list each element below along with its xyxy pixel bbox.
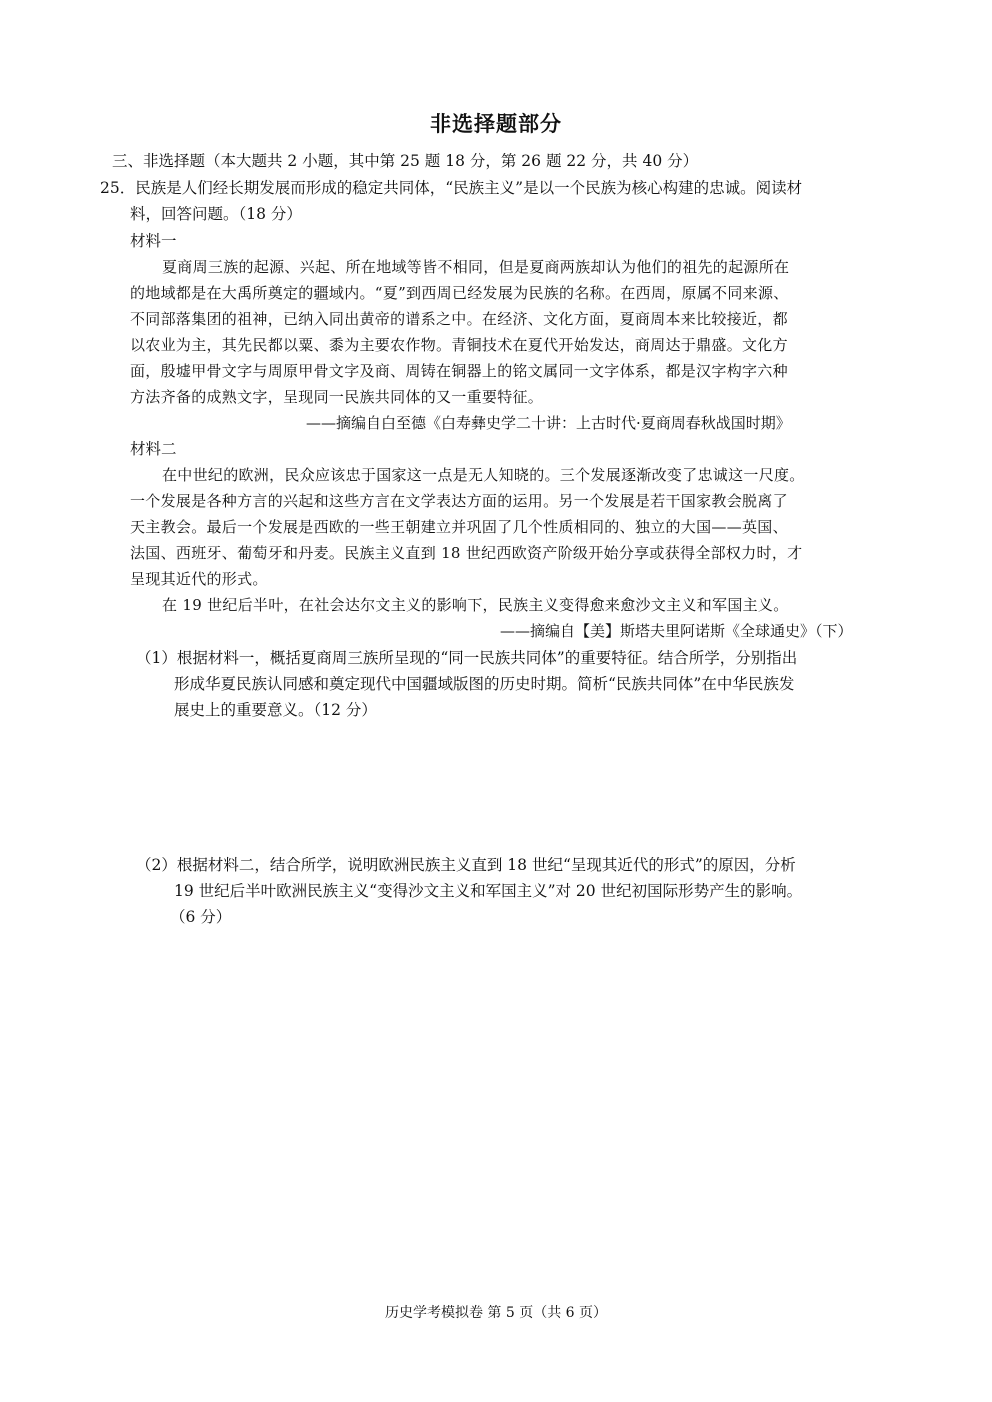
subquestion-1-line: （1）根据材料一，概括夏商周三族所呈现的“同一民族共同体”的重要特征。结合所学，分别指出 <box>136 649 798 667</box>
material-2-line: 天主教会。最后一个发展是西欧的一些王朝建立并巩固了几个性质相同的、独立的大国——英国、 <box>130 518 788 536</box>
material-2-source: ——摘编自【美】斯塔夫里阿诺斯《全球通史》（下） <box>500 622 853 640</box>
subquestion-1-line: 展史上的重要意义。（12 分） <box>174 701 377 719</box>
material-1-line: 面，殷墟甲骨文字与周原甲骨文字及商、周铸在铜器上的铭文属同一文字体系，都是汉字构字六种 <box>130 362 788 380</box>
part-heading: 三、非选择题（本大题共 2 小题，其中第 25 题 18 分，第 26 题 22 分，共 40 分） <box>112 152 699 170</box>
subquestion-2-line: （6 分） <box>170 908 232 926</box>
q25-stem-line-2: 料，回答问题。（18 分） <box>130 205 302 223</box>
section-title: 非选择题部分 <box>430 111 562 136</box>
subquestion-1-line: 形成华夏民族认同感和奠定现代中国疆域版图的历史时期。简析“民族共同体”在中华民族发 <box>174 675 795 693</box>
page-footer: 历史学考模拟卷 第 5 页（共 6 页） <box>384 1305 608 1321</box>
material-1-line: 不同部落集团的祖神，已纳入同出黄帝的谱系之中。在经济、文化方面，夏商周本来比较接近，都 <box>130 310 788 328</box>
material-2-line: 在中世纪的欧洲，民众应该忠于国家这一点是无人知晓的。三个发展逐渐改变了忠诚这一尺度。 <box>162 466 805 484</box>
subquestion-2-line: 19 世纪后半叶欧洲民族主义“变得沙文主义和军国主义”对 20 世纪初国际形势产生的影响。 <box>174 882 803 900</box>
material-2-line: 法国、西班牙、葡萄牙和丹麦。民族主义直到 18 世纪西欧资产阶级开始分享或获得全部权力时，才 <box>130 544 803 562</box>
material-1-source: ——摘编自白至德《白寿彝史学二十讲：上古时代·夏商周春秋战国时期》 <box>306 414 791 432</box>
material-2-label: 材料二 <box>130 440 177 458</box>
material-2-line: 呈现其近代的形式。 <box>130 570 268 588</box>
material-1-line: 夏商周三族的起源、兴起、所在地域等皆不相同，但是夏商两族却认为他们的祖先的起源所在 <box>162 258 790 276</box>
material-1-line: 方法齐备的成熟文字，呈现同一民族共同体的又一重要特征。 <box>130 388 544 406</box>
material-1-label: 材料一 <box>130 232 177 250</box>
material-2-line: 在 19 世纪后半叶，在社会达尔文主义的影响下，民族主义变得愈来愈沙文主义和军国主义。 <box>162 596 789 614</box>
subquestion-2-line: （2）根据材料二，结合所学，说明欧洲民族主义直到 18 世纪“呈现其近代的形式”的原因，分析 <box>136 856 796 874</box>
material-1-line: 的地域都是在大禹所奠定的疆域内。“夏”到西周已经发展为民族的名称。在西周，原属不同来源、 <box>130 284 789 302</box>
material-2-line: 一个发展是各种方言的兴起和这些方言在文学表达方面的运用。另一个发展是若干国家教会脱离了 <box>130 492 788 510</box>
material-1-line: 以农业为主，其先民都以粟、黍为主要农作物。青铜技术在夏代开始发达，商周达于鼎盛。文化方 <box>130 336 788 354</box>
q25-stem-line-1: 25．民族是人们经长期发展而形成的稳定共同体，“民族主义”是以一个民族为核心构建的忠诚。阅读材 <box>100 179 803 197</box>
